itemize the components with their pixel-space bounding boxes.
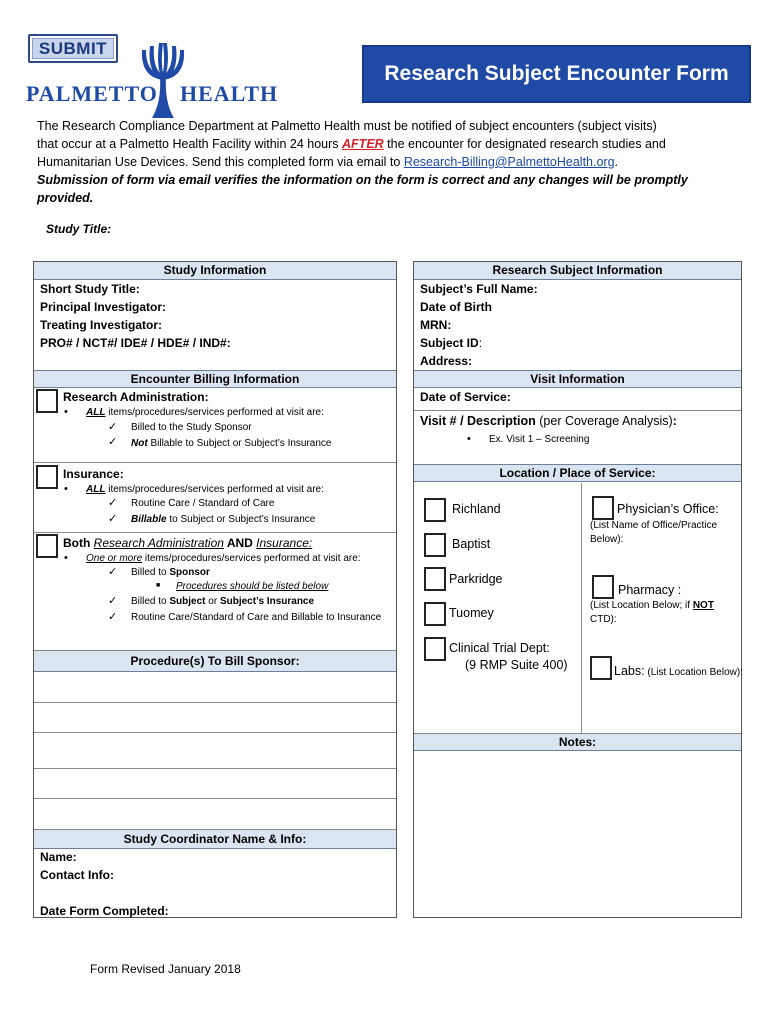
baptist-checkbox[interactable] — [424, 533, 446, 557]
full-name-label: Subject’s Full Name: — [420, 282, 538, 296]
address-label: Address: — [420, 354, 473, 368]
right-panel — [413, 261, 742, 918]
submit-button[interactable]: SUBMIT — [28, 34, 118, 63]
pharmacy-note: (List Location Below; if NOT CTD): — [590, 600, 714, 625]
parkridge-checkbox[interactable] — [424, 567, 446, 591]
clinical-trial-label: Clinical Trial Dept: — [449, 641, 550, 655]
both-checkbox[interactable] — [36, 534, 58, 558]
both-label: Both Research Administration AND Insurance: — [63, 536, 313, 550]
ra-tick-2: Not Billable to Subject or Subject’s Insurance — [131, 438, 332, 449]
ra-tick-1: Billed to the Study Sponsor — [131, 422, 252, 433]
name-label: Name: — [40, 850, 77, 864]
intro-line: that occur at a Palmetto Health Facility within 24 hours AFTER the encounter for designated research studies and — [37, 137, 666, 151]
short-title-label: Short Study Title: — [40, 282, 140, 296]
physician-office-note: (List Name of Office/Practice Below): — [590, 520, 718, 545]
visit-info-header: Visit Information — [414, 370, 741, 388]
ins-tick-2: Billable to Subject or Subject’s Insurance — [131, 514, 316, 525]
study-title-label: Study Title: — [46, 222, 112, 236]
date-completed-label: Date Form Completed: — [40, 904, 169, 918]
logo-palmetto: PALMETTO — [26, 81, 158, 106]
procedures-header: Procedure(s) To Bill Sponsor: — [34, 650, 396, 672]
page-title: Research Subject Encounter Form — [362, 45, 751, 103]
both-tick-3: Routine Care/Standard of Care and Billable to Insurance — [131, 612, 382, 623]
pi-label: Principal Investigator: — [40, 300, 167, 314]
mrn-label: MRN: — [420, 318, 452, 332]
parkridge-label: Parkridge — [449, 572, 503, 586]
intro-line: Humanitarian Use Devices. Send this completed form via email to Research-Billing@PalmettoHealth.org. — [37, 155, 619, 169]
insurance-label: Insurance: — [63, 467, 124, 481]
pro-label: PRO# / NCT#/ IDE# / HDE# / IND#: — [40, 336, 231, 350]
pharmacy-label: Pharmacy : — [618, 583, 682, 597]
tuomey-checkbox[interactable] — [424, 602, 446, 626]
physician-office-label: Physician’s Office: — [617, 502, 719, 516]
pharmacy-checkbox[interactable] — [592, 575, 614, 599]
labs-checkbox[interactable] — [590, 656, 612, 680]
email-link[interactable]: Research-Billing@PalmettoHealth.org — [403, 155, 615, 169]
visit-desc-label: Visit # / Description (per Coverage Analysis): — [420, 414, 677, 428]
billing-header: Encounter Billing Information — [34, 370, 396, 388]
research-admin-desc: • ALL items/procedures/services performed at visit are: — [86, 407, 324, 418]
tuomey-label: Tuomey — [449, 606, 494, 620]
notes-header: Notes: — [414, 733, 741, 751]
logo-health: HEALTH — [180, 81, 279, 106]
palmetto-tree-icon — [138, 40, 188, 120]
coordinator-header: Study Coordinator Name & Info: — [34, 829, 396, 849]
intro-line: Submission of form via email verifies the information on the form is correct and any changes will be promptly — [37, 173, 688, 187]
both-tick-1: Billed to Sponsor — [131, 567, 210, 578]
ti-label: Treating Investigator: — [40, 318, 163, 332]
both-tick-2: Billed to Subject or Subject’s Insurance — [131, 596, 315, 607]
clinical-trial-checkbox[interactable] — [424, 637, 446, 661]
baptist-label: Baptist — [452, 537, 491, 551]
physician-office-checkbox[interactable] — [592, 496, 614, 520]
study-info-header: Study Information — [34, 262, 396, 280]
subject-info-header: Research Subject Information — [414, 262, 741, 280]
visit-example: • Ex. Visit 1 – Screening — [489, 434, 589, 445]
clinical-trial-address: (9 RMP Suite 400) — [465, 658, 568, 672]
research-admin-checkbox[interactable] — [36, 389, 58, 413]
both-desc: • One or more items/procedures/services performed at visit are: — [86, 553, 361, 564]
dob-label: Date of Birth — [420, 300, 492, 314]
left-panel: Study Information Short Study Title: Principal Investigator: Treating Investigator: PRO# / NCT#/ IDE# / HDE# / IND#: Encounter Billing Information Research Administration: • ALL items/procedures/services performed at visit are: ✓ Billed to the Study Sponsor ✓ Not Billable to Subject or Subject’s Insurance Insurance: • ALL items/procedures/services performed at visit are: ✓ Routine Care / Standard of Care ✓ Billable to Subject or Subject’s Insurance Both Research Administration AND Insurance: • One or more items/procedures/services performed at visit are: ✓ Billed to Sponsor ■ Procedures should be listed below ✓ Billed to Subject or Subject’s Insurance ✓ Routine Care/Standard of Care and Billable to Insurance Procedure(s) To Bill Sponsor: Study Coordinator Name & Info: Name: Contact Info: Date Form Completed: — [33, 261, 397, 918]
ins-tick-1: Routine Care / Standard of Care — [131, 498, 275, 509]
intro-line: provided. — [37, 191, 94, 205]
contact-label: Contact Info: — [40, 868, 114, 882]
after-emphasis: AFTER — [342, 137, 384, 151]
intro-text — [37, 117, 737, 207]
date-of-service-label: Date of Service: — [420, 390, 511, 404]
notes-input[interactable] — [414, 752, 741, 917]
insurance-checkbox[interactable] — [36, 465, 58, 489]
location-header: Location / Place of Service: — [414, 464, 741, 482]
subject-id-label: Subject ID: — [420, 336, 483, 350]
form-revision-footer: Form Revised January 2018 — [90, 962, 241, 976]
procedure-input[interactable] — [34, 672, 396, 702]
research-admin-label: Research Administration: — [63, 390, 209, 404]
richland-label: Richland — [452, 502, 501, 516]
labs-label: Labs: (List Location Below): — [614, 664, 743, 678]
both-sub: Procedures should be listed below — [176, 581, 329, 592]
insurance-desc: • ALL items/procedures/services performed at visit are: — [86, 484, 324, 495]
intro-line: The Research Compliance Department at Palmetto Health must be notified of subject encounters (subject visits) — [37, 119, 657, 133]
richland-checkbox[interactable] — [424, 498, 446, 522]
